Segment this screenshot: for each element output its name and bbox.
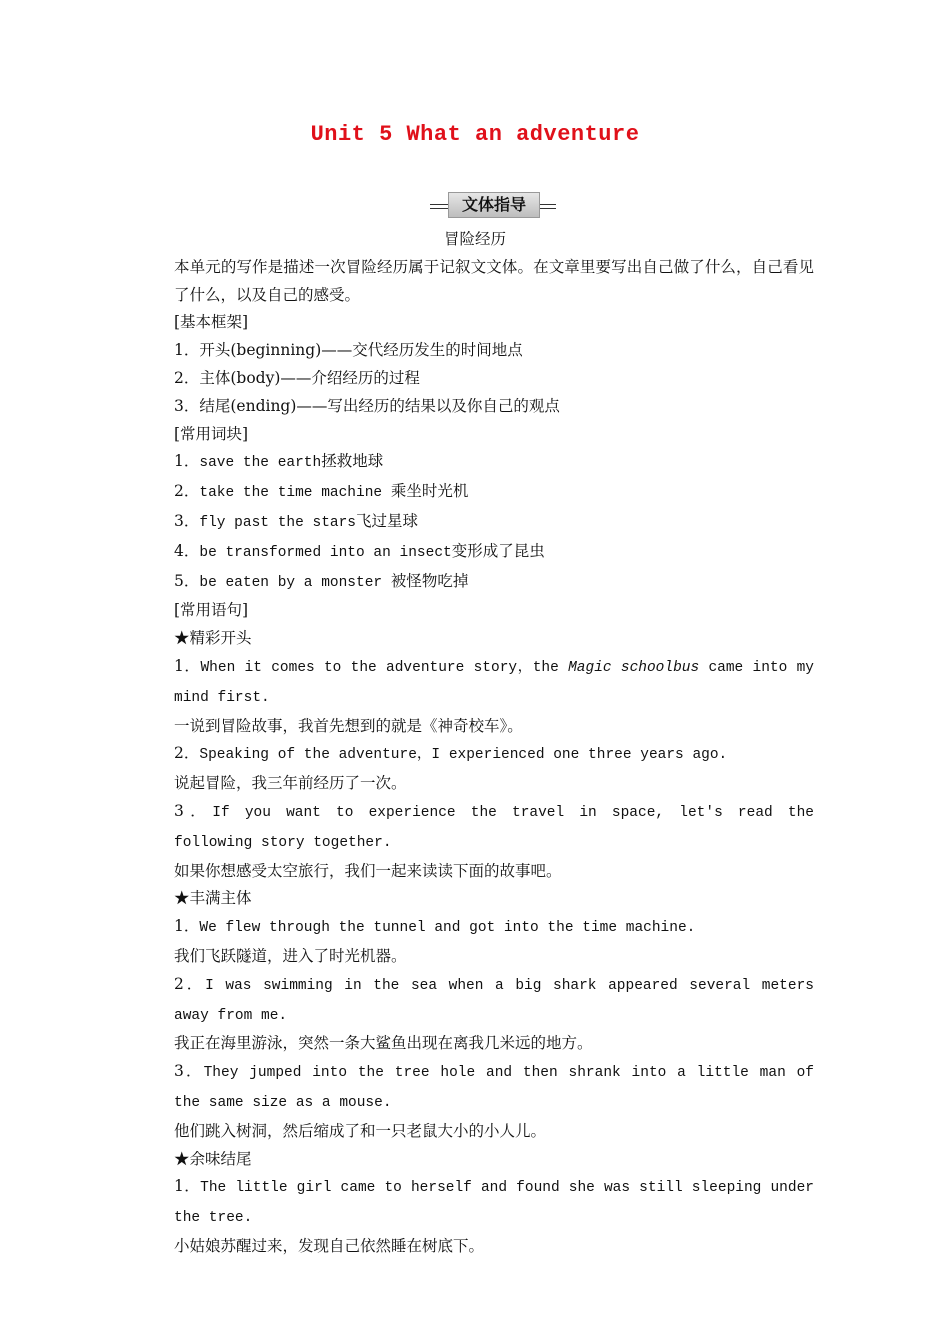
sentence-zh: 一说到冒险故事，我首先想到的就是《神奇校车》。 (174, 716, 523, 735)
sentence-en: 1．We flew through the tunnel and got into the time machine. (174, 917, 696, 937)
phrase-item: 4．be transformed into an insect变形成了昆虫 (174, 541, 545, 561)
sentence-zh: 他们跳入树洞，然后缩成了和一只老鼠大小的小人儿。 (174, 1121, 547, 1140)
page-title: Unit 5 What an adventure (310, 122, 640, 147)
section-subtitle: 冒险经历 (443, 230, 506, 248)
document-body (136, 226, 814, 1261)
banner-label: 文体指导 (448, 192, 540, 218)
sentence-en: 3．They jumped into the tree hole and then shrank into a little man of the same size as a mouse. (174, 1062, 814, 1111)
framework-item: 2．主体(body)——介绍经历的过程 (174, 368, 420, 387)
phrase-item: 2．take the time machine 乘坐时光机 (174, 482, 469, 502)
sentence-zh: 如果你想感受太空旅行，我们一起来读读下面的故事吧。 (174, 861, 562, 880)
opening-heading: ★精彩开头 (174, 629, 252, 648)
phrase-item: 3．fly past the stars飞过星球 (174, 511, 419, 531)
body-heading: ★丰满主体 (174, 889, 252, 908)
framework-item: 3．结尾(ending)——写出经历的结果以及你自己的观点 (174, 396, 560, 415)
phrase-item: 5．be eaten by a monster 被怪物吃掉 (174, 571, 469, 591)
sentence-en: 3．If you want to experience the travel in space, let's read the following story together. (174, 801, 814, 851)
sentence-zh: 我正在海里游泳，突然一条大鲨鱼出现在离我几米远的地方。 (174, 1034, 593, 1053)
phrases-heading: [常用词块] (174, 424, 249, 443)
sentence-en: 2．Speaking of the adventure，I experienced one three years ago. (174, 744, 728, 764)
sentence-en: 1．When it comes to the adventure story，the Magic schoolbus came into my mind first. (174, 656, 814, 706)
sentence-zh: 小姑娘苏醒过来，发现自己依然睡在树底下。 (174, 1236, 485, 1255)
framework-item: 1．开头(beginning)——交代经历发生的时间地点 (174, 341, 523, 360)
intro-paragraph: 本单元的写作是描述一次冒险经历属于记叙文文体。在文章里要写出自己做了什么，自己看见了什么，以及自己的感受。 (174, 257, 814, 304)
sentence-en: 2．I was swimming in the sea when a big shark appeared several meters away from me. (174, 974, 814, 1024)
sentence-zh: 我们飞跃隧道，进入了时光机器。 (174, 946, 407, 965)
sentence-zh: 说起冒险，我三年前经历了一次。 (174, 774, 407, 793)
ending-heading: ★余味结尾 (174, 1149, 252, 1168)
section-banner (430, 192, 556, 218)
sentences-heading: [常用语句] (174, 601, 249, 620)
framework-heading: [基本框架] (174, 313, 249, 332)
phrase-item: 1．save the earth拯救地球 (174, 452, 384, 472)
sentence-en: 1．The little girl came to herself and found she was still sleeping under the tree. (174, 1177, 814, 1227)
